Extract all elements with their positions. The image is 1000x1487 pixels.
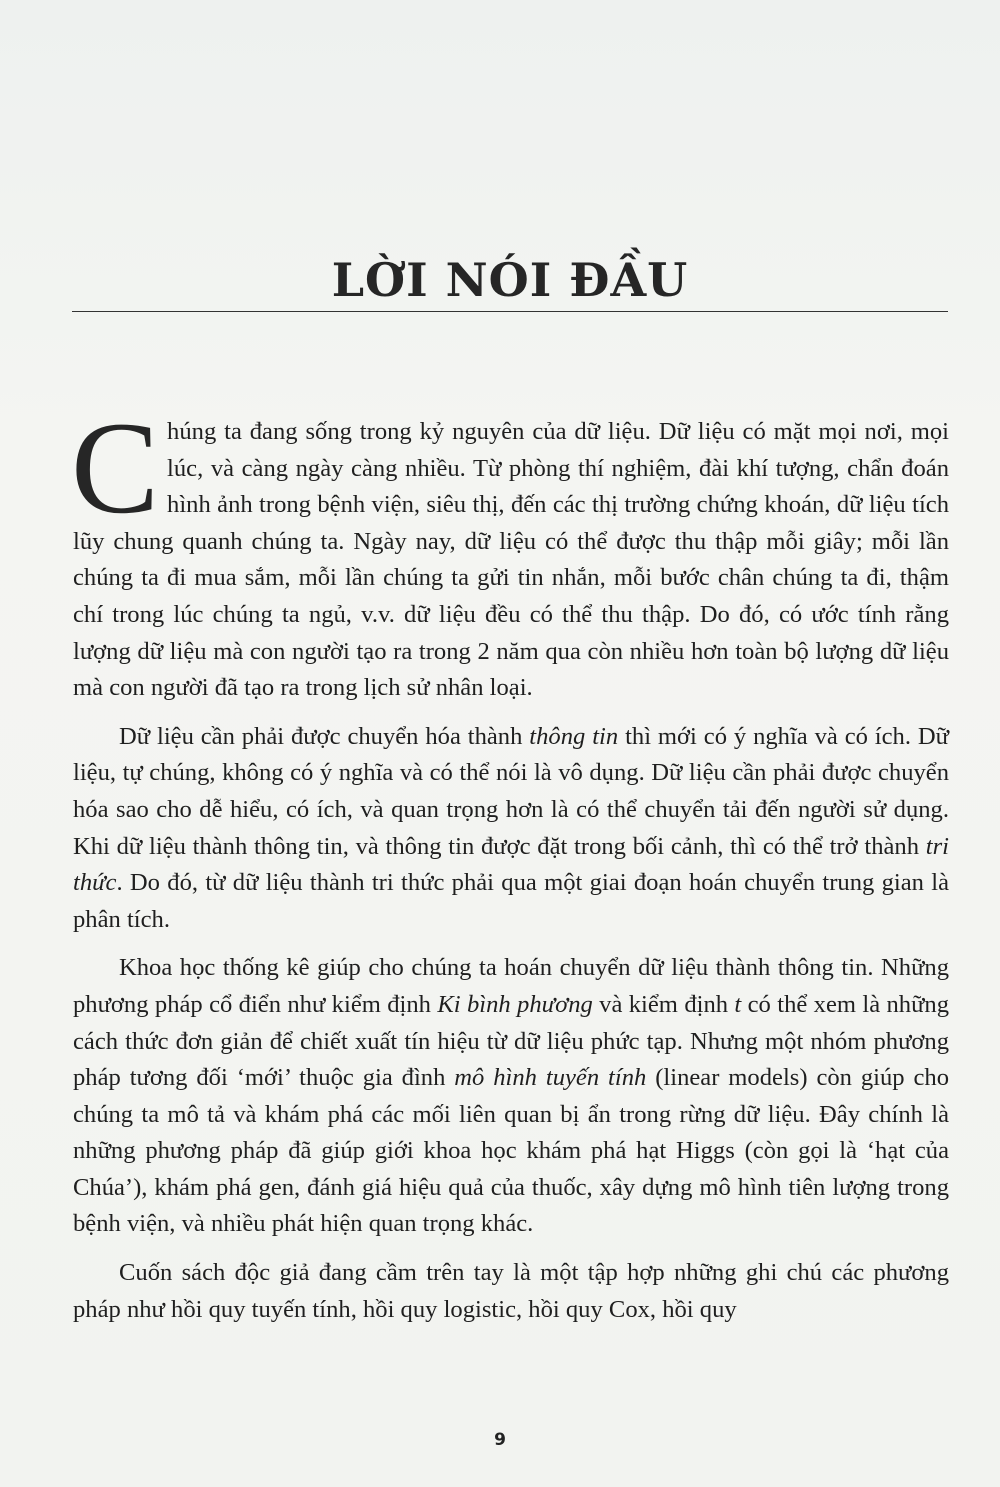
text-run: thì mới có ý nghĩa và có ích. Dữ liệu, tự chúng, không có ý nghĩa và có thể nói là vô dụng. Dữ liệu cần phải được chuyển hóa sao cho dễ hiểu, có ích, và quan trọng hơn là có thể chuyển tải đến người sử dụng. Khi dữ liệu thành thông tin, và thông tin được đặt trong bối cảnh, thì có thể trở thành xyxy=(73,722,949,860)
paragraph-3 xyxy=(73,950,949,1243)
text-run: và kiểm định xyxy=(592,990,735,1018)
italic-term: Ki bình phương xyxy=(437,990,593,1018)
text-run: Dữ liệu cần phải được chuyển hóa thành xyxy=(119,722,530,750)
text-run: Khoa học thống kê giúp cho chúng ta hoán chuyển dữ liệu thành thông tin. Những phương pháp cổ điển như kiểm định xyxy=(73,954,949,1018)
italic-term: mô hình tuyến tính xyxy=(454,1064,647,1092)
text-run: . Do đó, từ dữ liệu thành tri thức phải qua một giai đoạn hoán chuyển trung gian là phân tích. xyxy=(73,869,949,933)
paragraph-4 xyxy=(73,1255,949,1328)
chapter-title: LỜI NÓI ĐẦU xyxy=(331,253,689,307)
paragraph-1 xyxy=(71,394,949,707)
italic-term: t xyxy=(734,990,742,1018)
title-underline xyxy=(72,311,948,312)
body-text xyxy=(71,394,950,1340)
paragraph-2 xyxy=(73,719,949,939)
text-run: có thể xem là những cách thức đơn giản để chiết xuất tín hiệu từ dữ liệu phức tạp. Nhưng một nhóm phương pháp tương đối ‘mới’ thuộc gia đình xyxy=(73,990,950,1092)
text-run: húng ta đang sống trong kỷ nguyên của dữ liệu. Dữ liệu có mặt mọi nơi, mọi lúc, và càng ngày càng nhiều. Từ phòng thí nghiệm, đài khí tượng, chẩn đoán hình ảnh trong bệnh viện, siêu thị, đến các thị trường chứng khoán, dữ liệu tích lũy chung quanh chúng ta. Ngày nay, dữ liệu có thể được thu thập mỗi giây; mỗi lần chúng ta đi mua sắm, mỗi lần chúng ta gửi tin nhắn, mỗi bước chân chúng ta đi, thậm chí trong lúc chúng ta ngủ, v.v. dữ liệu đều có thể thu thập. Do đó, có ước tính rằng lượng dữ liệu mà con người tạo ra trong 2 năm qua còn nhiều hơn toàn bộ lượng dữ liệu mà con người đã tạo ra trong lịch sử nhân loại. xyxy=(73,418,949,702)
italic-term: thông tin xyxy=(529,722,619,750)
text-run: (linear models) còn giúp cho chúng ta mô tả và khám phá các mối liên quan bị ẩn trong rừng dữ liệu. Đây chính là những phương pháp đã giúp giới khoa học khám phá hạt Higgs (còn gọi là ‘hạt của Chúa’), khám phá gen, đánh giá hiệu quả của thuốc, xây dựng mô hình tiên lượng trong bệnh viện, và nhiều phát hiện quan trọng khác. xyxy=(73,1064,949,1238)
page-number: 9 xyxy=(494,1430,506,1450)
drop-cap: C xyxy=(71,394,160,541)
italic-term: tri thức xyxy=(73,832,949,897)
text-run: Cuốn sách độc giả đang cầm trên tay là một tập hợp những ghi chú các phương pháp như hồi quy tuyến tính, hồi quy logistic, hồi quy Cox, hồi quy xyxy=(73,1259,949,1323)
